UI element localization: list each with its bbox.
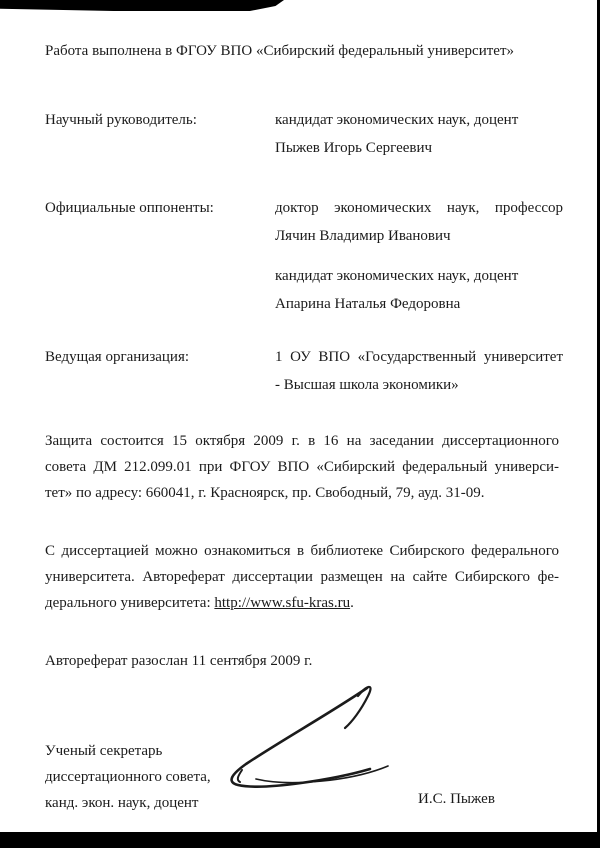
supervisor-value	[275, 106, 563, 162]
secretary-name: И.С. Пыжев	[418, 791, 495, 807]
organization-name-line2: - Высшая школа экономики»	[275, 377, 459, 393]
opponent-first-name: Лячин Владимир Иванович	[275, 228, 451, 244]
opponent-first	[275, 194, 563, 250]
scan-artifact-top-bar	[0, 0, 284, 11]
supervisor-label: Научный руководитель:	[45, 112, 197, 128]
affiliation-line: Работа выполнена в ФГОУ ВПО «Сибирский федеральный университет»	[45, 43, 515, 59]
secretary-line2: диссертационного совета,	[45, 769, 211, 785]
library-line1: С диссертацией можно ознакомиться в библиотеке Сибирского федерального	[45, 543, 559, 559]
supervisor-name: Пыжев Игорь Сергеевич	[275, 140, 433, 156]
supervisor-degree: кандидат экономических наук, доцент	[275, 112, 519, 128]
library-line2: университета. Автореферат диссертации размещен на сайте Сибирского фе-	[45, 569, 559, 585]
library-line3	[45, 590, 559, 616]
secretary-line3: канд. экон. наук, доцент	[45, 795, 199, 811]
defense-line2: совета ДМ 212.099.01 при ФГОУ ВПО «Сибирский федеральный универси-	[45, 459, 559, 475]
library-line3-suffix: .	[350, 595, 354, 611]
defense-line1: Защита состоится 15 октября 2009 г. в 16 на заседании диссертационного	[45, 433, 559, 449]
opponents-label: Официальные оппоненты:	[45, 200, 214, 216]
opponent-second-name: Апарина Наталья Федоровна	[275, 296, 461, 312]
library-paragraph	[45, 538, 559, 616]
university-website-link: http://www.sfu-kras.ru	[214, 595, 351, 611]
organization-name-line1: 1 ОУ ВПО «Государственный университет	[275, 349, 563, 365]
secretary-line1: Ученый секретарь	[45, 743, 163, 759]
organization-value	[275, 343, 563, 399]
defense-paragraph	[45, 428, 559, 506]
abstract-sent-line: Автореферат разослан 11 сентября 2009 г.	[45, 653, 313, 669]
defense-line3: тет» по адресу: 660041, г. Красноярск, пр. Свободный, 79, ауд. 31-09.	[45, 485, 485, 501]
opponent-second-degree: кандидат экономических наук, доцент	[275, 268, 519, 284]
organization-label: Ведущая организация:	[45, 349, 190, 365]
library-line3-prefix: дерального университета:	[45, 595, 215, 611]
opponent-second	[275, 262, 563, 318]
opponent-first-degree: доктор экономических наук, профессор	[275, 200, 563, 216]
signature-handwriting	[212, 678, 412, 808]
scan-artifact-bottom-bar	[0, 832, 600, 848]
